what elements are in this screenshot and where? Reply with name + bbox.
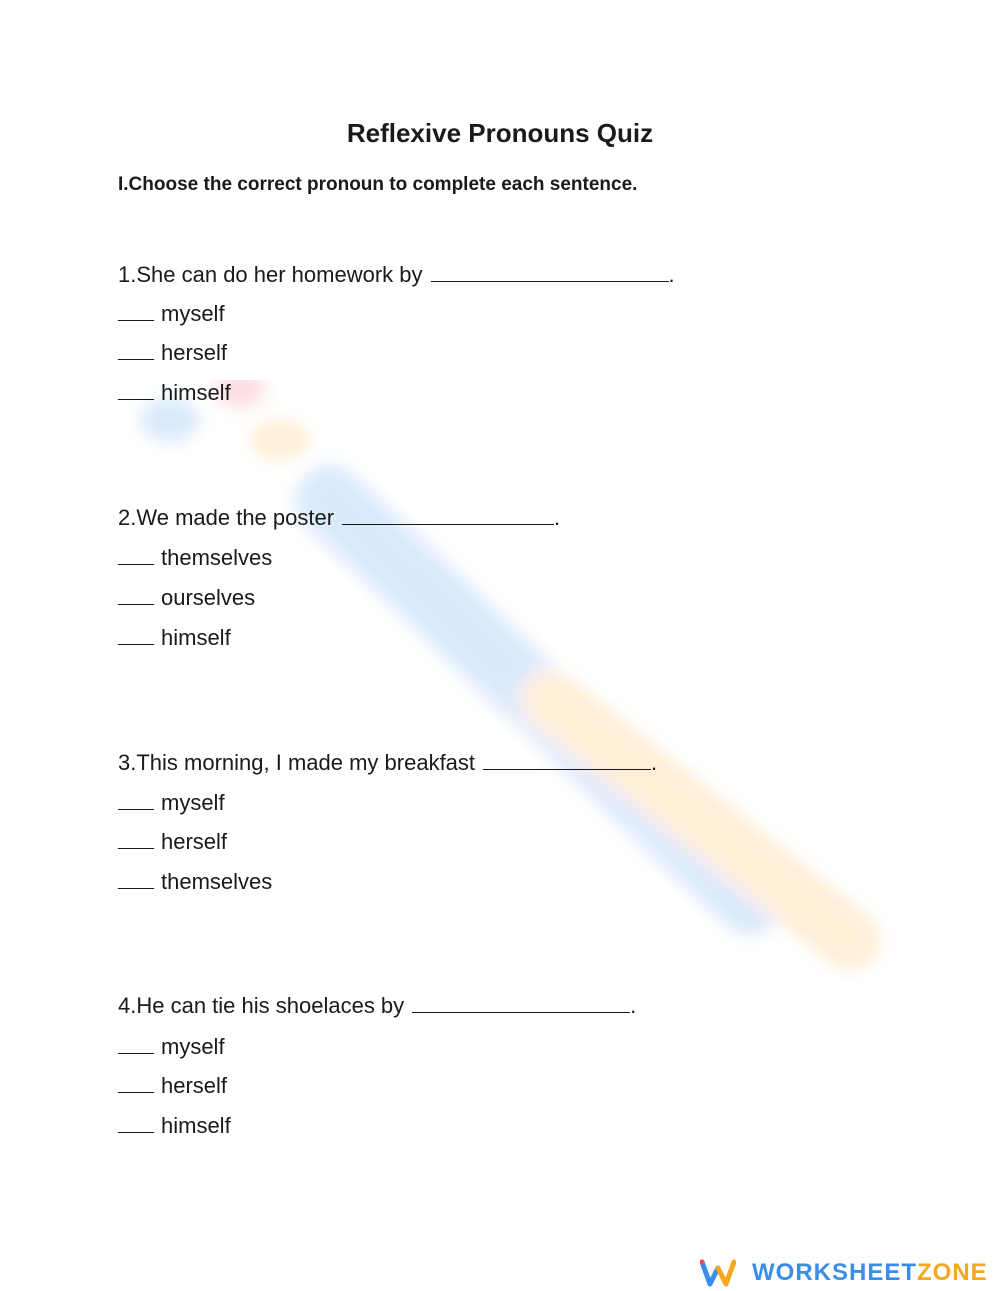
sentence-end: . bbox=[651, 750, 658, 775]
w-logo-icon bbox=[700, 1259, 736, 1287]
option-label: myself bbox=[161, 790, 225, 815]
option-row[interactable] bbox=[118, 625, 560, 651]
option-label: herself bbox=[161, 1073, 228, 1098]
option-label: themselves bbox=[161, 545, 273, 570]
option-row[interactable] bbox=[118, 545, 560, 571]
option-label: herself bbox=[161, 829, 228, 854]
question-text: 2.We made the poster bbox=[118, 505, 335, 530]
option-blank[interactable] bbox=[118, 586, 154, 605]
option-row[interactable] bbox=[118, 790, 657, 816]
option-blank[interactable] bbox=[118, 626, 154, 645]
option-label: himself bbox=[161, 380, 231, 405]
option-blank[interactable] bbox=[118, 1074, 154, 1093]
option-blank[interactable] bbox=[118, 1035, 154, 1054]
question-text-row bbox=[118, 505, 560, 531]
option-label: himself bbox=[161, 625, 231, 650]
option-label: himself bbox=[161, 1113, 231, 1138]
option-blank[interactable] bbox=[118, 546, 154, 565]
question-text: 4.He can tie his shoelaces by bbox=[118, 993, 405, 1018]
option-row[interactable] bbox=[118, 301, 675, 327]
brand-logo[interactable] bbox=[700, 1258, 988, 1288]
worksheet-instruction: I.Choose the correct pronoun to complete each sentence. bbox=[118, 174, 638, 195]
option-label: themselves bbox=[161, 869, 273, 894]
option-row[interactable] bbox=[118, 585, 560, 611]
sentence-end: . bbox=[630, 993, 637, 1018]
option-blank[interactable] bbox=[118, 870, 154, 889]
question-3 bbox=[118, 750, 657, 895]
answer-blank[interactable] bbox=[412, 994, 630, 1013]
question-text-row bbox=[118, 750, 657, 776]
brand-name-part2: ZONE bbox=[917, 1259, 988, 1286]
option-row[interactable] bbox=[118, 340, 675, 366]
option-label: myself bbox=[161, 1034, 225, 1059]
brand-name bbox=[752, 1259, 988, 1287]
option-blank[interactable] bbox=[118, 830, 154, 849]
question-text: 1.She can do her homework by bbox=[118, 262, 423, 287]
option-row[interactable] bbox=[118, 1073, 636, 1099]
answer-blank[interactable] bbox=[483, 751, 651, 770]
sentence-end: . bbox=[668, 262, 675, 287]
option-row[interactable] bbox=[118, 1113, 636, 1139]
option-blank[interactable] bbox=[118, 341, 154, 360]
question-2 bbox=[118, 505, 560, 651]
option-row[interactable] bbox=[118, 1034, 636, 1060]
answer-blank[interactable] bbox=[431, 263, 669, 282]
worksheet-title: Reflexive Pronouns Quiz bbox=[346, 118, 654, 148]
option-blank[interactable] bbox=[118, 302, 154, 321]
option-label: ourselves bbox=[161, 585, 256, 610]
option-label: herself bbox=[161, 340, 228, 365]
question-text: 3.This morning, I made my breakfast bbox=[118, 750, 476, 775]
option-label: myself bbox=[161, 301, 225, 326]
option-row[interactable] bbox=[118, 829, 657, 855]
answer-blank[interactable] bbox=[342, 506, 554, 525]
question-text-row bbox=[118, 262, 675, 288]
question-1 bbox=[118, 262, 675, 406]
question-4 bbox=[118, 993, 636, 1139]
option-row[interactable] bbox=[118, 869, 657, 895]
option-blank[interactable] bbox=[118, 791, 154, 810]
option-blank[interactable] bbox=[118, 381, 154, 400]
option-row[interactable] bbox=[118, 380, 675, 406]
brand-name-part1: WORKSHEET bbox=[752, 1259, 917, 1286]
question-text-row bbox=[118, 993, 636, 1019]
sentence-end: . bbox=[554, 505, 561, 530]
option-blank[interactable] bbox=[118, 1114, 154, 1133]
